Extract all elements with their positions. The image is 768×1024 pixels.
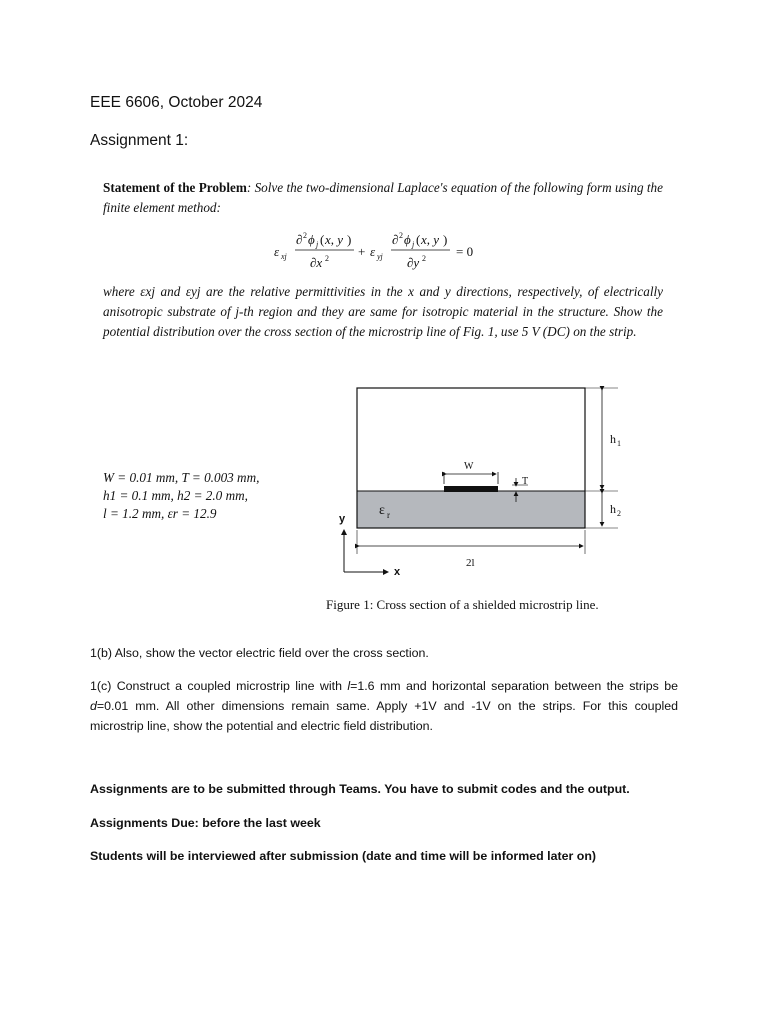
svg-text:xj: xj — [281, 252, 287, 261]
svg-text:2: 2 — [422, 254, 426, 263]
svg-text:+: + — [358, 244, 366, 259]
param-line-1: W = 0.01 mm, T = 0.003 mm, — [103, 470, 260, 485]
label-h2-sub: 2 — [617, 509, 621, 518]
svg-text:ε: ε — [370, 244, 376, 259]
part-1c-mid: =1.6 mm and horizontal separation between the strips be — [350, 679, 678, 693]
microstrip-figure — [330, 380, 660, 580]
label-t: T — [522, 476, 529, 487]
svg-text:): ) — [347, 232, 352, 247]
svg-text:2: 2 — [303, 231, 307, 240]
problem-statement — [103, 178, 663, 217]
part-1c-rest: =0.01 mm. All other dimensions remain same. Apply +1V and -1V on the strips. For this coupled microstrip line, show the potential and electric field distribution. — [90, 699, 678, 733]
interview-note: Students will be interviewed after submission (date and time will be informed later on) — [90, 849, 597, 863]
label-h1: h — [610, 432, 616, 446]
label-2l: 2l — [466, 557, 475, 569]
svg-text:x, y: x, y — [421, 232, 440, 247]
equation-rhs: = 0 — [456, 244, 474, 259]
svg-text:ϕ: ϕ — [308, 232, 315, 247]
svg-text:ϕ: ϕ — [404, 232, 411, 247]
part-1c-l: l — [347, 679, 351, 693]
label-h2: h — [610, 502, 616, 516]
svg-text:∂y: ∂y — [407, 255, 420, 270]
statement-intro: : Solve the two-dimensional Laplace's equation of the following form using the finite element method: — [103, 180, 663, 215]
axis-x-label: x — [394, 566, 401, 578]
part-1c — [90, 676, 678, 736]
param-line-3: l = 1.2 mm, εr = 12.9 — [103, 506, 217, 521]
laplace-equation — [270, 228, 520, 274]
statement-heading: Statement of the Problem — [103, 180, 247, 195]
part-1b: 1(b) Also, show the vector electric field over the cross section. — [90, 646, 429, 660]
svg-text:2: 2 — [399, 231, 403, 240]
figure-caption: Figure 1: Cross section of a shielded microstrip line. — [326, 597, 599, 612]
parameter-list — [103, 469, 303, 523]
svg-text:ε: ε — [274, 244, 280, 259]
strip-conductor — [444, 486, 498, 492]
where-paragraph: where εxj and εyj are the relative permittivities in the x and y directions, respectively, of electrically anisotropic substrate of j-th region and they are same for isotropic material in the structure. Show the potential distribution over the cross section of the microstrip line of Fig. 1, use 5 V (DC) on the strip. — [103, 284, 663, 339]
part-1c-d: d — [90, 699, 97, 713]
due-note: Assignments Due: before the last week — [90, 816, 321, 830]
svg-text:j: j — [316, 240, 319, 249]
axis-y-label: y — [339, 513, 346, 525]
svg-text:j: j — [412, 240, 415, 249]
label-eps: ε — [379, 503, 385, 518]
svg-text:(: ( — [320, 232, 325, 247]
submission-note: Assignments are to be submitted through Teams. You have to submit codes and the output. — [90, 782, 630, 796]
substrate-region — [357, 491, 585, 528]
svg-text:∂: ∂ — [392, 232, 399, 247]
svg-text:2: 2 — [325, 254, 329, 263]
label-w: W — [464, 461, 474, 472]
part-1c-prefix: 1(c) Construct a coupled microstrip line with — [90, 679, 348, 693]
course-title: EEE 6606, October 2024 — [90, 94, 263, 111]
svg-text:(: ( — [416, 232, 421, 247]
svg-text:∂x: ∂x — [310, 255, 323, 270]
svg-text:yj: yj — [377, 252, 383, 261]
svg-text:x, y: x, y — [325, 232, 344, 247]
param-line-2: h1 = 0.1 mm, h2 = 2.0 mm, — [103, 488, 248, 503]
svg-text:∂: ∂ — [296, 232, 303, 247]
label-eps-sub: r — [387, 510, 390, 520]
label-h1-sub: 1 — [617, 439, 621, 448]
assignment-title: Assignment 1: — [90, 132, 189, 149]
svg-text:): ) — [443, 232, 448, 247]
